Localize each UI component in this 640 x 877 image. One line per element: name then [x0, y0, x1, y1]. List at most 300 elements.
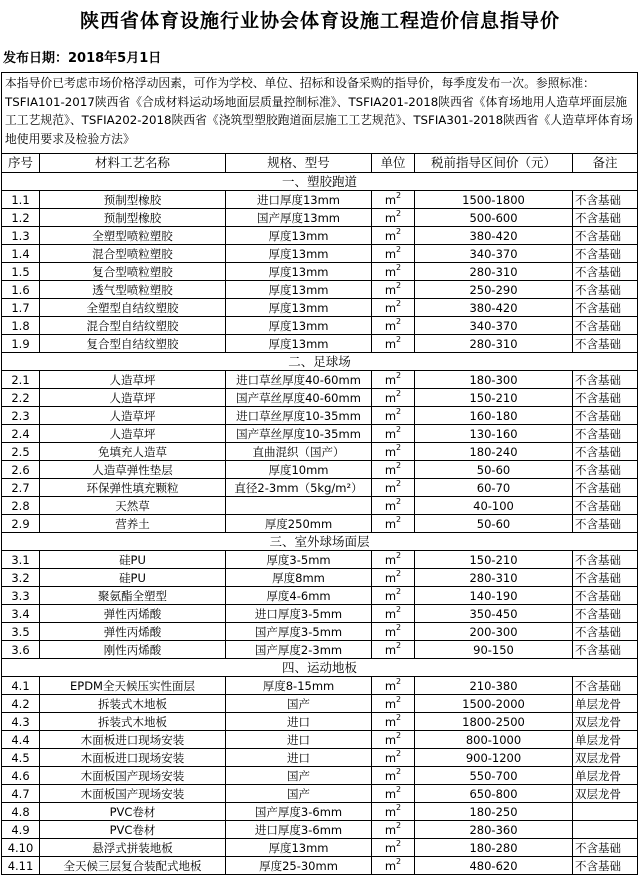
cell-price: 280-310 — [415, 569, 573, 587]
header-unit: 单位 — [372, 154, 415, 173]
unit-superscript: 2 — [396, 838, 402, 848]
cell-no: 1.4 — [2, 245, 40, 263]
cell-name: 人造草坪 — [40, 371, 226, 389]
cell-price: 340-370 — [415, 317, 573, 335]
table-row — [2, 731, 638, 749]
unit-superscript: 2 — [396, 712, 402, 722]
cell-spec: 厚度3-5mm — [226, 551, 372, 569]
cell-unit: $m^2$ — [372, 569, 415, 587]
cell-no: 4.11 — [2, 857, 40, 875]
cell-name: 悬浮式拼装地板 — [40, 839, 226, 857]
table-row — [2, 263, 638, 281]
section-title: 一、塑胶跑道 — [2, 173, 638, 191]
cell-spec: 进口厚度3-6mm — [226, 821, 372, 839]
table-row — [2, 605, 638, 623]
cell-unit: $m^2$ — [372, 749, 415, 767]
cell-note: 不含基础 — [573, 281, 638, 299]
cell-note: 不含基础 — [573, 335, 638, 353]
cell-unit: $m^2$ — [372, 407, 415, 425]
cell-price: 50-60 — [415, 515, 573, 533]
cell-note: 不含基础 — [573, 407, 638, 425]
unit-superscript: 2 — [396, 388, 402, 398]
cell-spec: 国产厚度3-6mm — [226, 803, 372, 821]
section-title: 三、室外球场面层 — [2, 533, 638, 551]
cell-name: 木面板国产现场安装 — [40, 767, 226, 785]
table-row — [2, 749, 638, 767]
cell-spec: 进口 — [226, 749, 372, 767]
cell-note: 不含基础 — [573, 209, 638, 227]
unit-superscript: 2 — [396, 802, 402, 812]
cell-spec: 厚度8mm — [226, 569, 372, 587]
cell-note: 不含基础 — [573, 551, 638, 569]
cell-no: 2.1 — [2, 371, 40, 389]
cell-no: 2.8 — [2, 497, 40, 515]
table-row — [2, 461, 638, 479]
cell-note: 不含基础 — [573, 425, 638, 443]
table-row — [2, 515, 638, 533]
cell-note: 单层龙骨 — [573, 695, 638, 713]
unit-superscript: 2 — [396, 622, 402, 632]
cell-spec: 进口草丝厚度40-60mm — [226, 371, 372, 389]
unit-superscript: 2 — [396, 676, 402, 686]
cell-unit: $m^2$ — [372, 299, 415, 317]
cell-name: 全塑型喷粒塑胶 — [40, 227, 226, 245]
cell-unit: $m^2$ — [372, 263, 415, 281]
cell-note: 不含基础 — [573, 317, 638, 335]
cell-note: 不含基础 — [573, 443, 638, 461]
cell-price: 250-290 — [415, 281, 573, 299]
cell-no: 4.2 — [2, 695, 40, 713]
header-price: 税前指导区间价（元） — [415, 154, 573, 173]
cell-note: 不含基础 — [573, 587, 638, 605]
cell-no: 2.7 — [2, 479, 40, 497]
unit-superscript: 2 — [396, 406, 402, 416]
cell-no: 2.9 — [2, 515, 40, 533]
cell-spec: 厚度13mm — [226, 839, 372, 857]
cell-no: 2.4 — [2, 425, 40, 443]
cell-name: 木面板进口现场安装 — [40, 749, 226, 767]
cell-name: 硅PU — [40, 569, 226, 587]
unit-superscript: 2 — [396, 478, 402, 488]
cell-unit: $m^2$ — [372, 731, 415, 749]
cell-note — [573, 821, 638, 839]
cell-name: 人造草弹性垫层 — [40, 461, 226, 479]
table-row — [2, 425, 638, 443]
cell-spec: 厚度13mm — [226, 281, 372, 299]
cell-name: 全塑型自结纹塑胶 — [40, 299, 226, 317]
unit-superscript: 2 — [396, 190, 402, 200]
cell-spec: 厚度13mm — [226, 335, 372, 353]
unit-superscript: 2 — [396, 586, 402, 596]
cell-price: 150-210 — [415, 551, 573, 569]
cell-name: 混合型自结纹塑胶 — [40, 317, 226, 335]
table-row — [2, 335, 638, 353]
cell-unit: $m^2$ — [372, 227, 415, 245]
cell-name: 人造草坪 — [40, 389, 226, 407]
cell-unit: $m^2$ — [372, 245, 415, 263]
cell-unit: $m^2$ — [372, 461, 415, 479]
cell-price: 380-420 — [415, 227, 573, 245]
cell-no: 1.8 — [2, 317, 40, 335]
unit-superscript: 2 — [396, 820, 402, 830]
unit-superscript: 2 — [396, 442, 402, 452]
unit-superscript: 2 — [396, 370, 402, 380]
cell-name: 刚性丙烯酸 — [40, 641, 226, 659]
cell-unit: $m^2$ — [372, 695, 415, 713]
cell-unit: $m^2$ — [372, 209, 415, 227]
header-spec: 规格、型号 — [226, 154, 372, 173]
cell-unit: $m^2$ — [372, 713, 415, 731]
table-row — [2, 839, 638, 857]
table-row — [2, 821, 638, 839]
cell-no: 3.5 — [2, 623, 40, 641]
unit-superscript: 2 — [396, 496, 402, 506]
unit-superscript: 2 — [396, 424, 402, 434]
table-row — [2, 281, 638, 299]
unit-superscript: 2 — [396, 856, 402, 866]
cell-note: 不含基础 — [573, 569, 638, 587]
cell-price: 1500-1800 — [415, 191, 573, 209]
cell-no: 4.10 — [2, 839, 40, 857]
cell-note: 双层龙骨 — [573, 785, 638, 803]
cell-unit: $m^2$ — [372, 605, 415, 623]
cell-unit: $m^2$ — [372, 587, 415, 605]
cell-price: 50-60 — [415, 461, 573, 479]
cell-no: 4.9 — [2, 821, 40, 839]
section-row — [2, 173, 638, 191]
cell-note: 不含基础 — [573, 497, 638, 515]
table-row — [2, 803, 638, 821]
cell-no: 4.4 — [2, 731, 40, 749]
cell-unit: $m^2$ — [372, 317, 415, 335]
table-row — [2, 623, 638, 641]
cell-unit: $m^2$ — [372, 335, 415, 353]
cell-spec: 进口 — [226, 713, 372, 731]
cell-name: 环保弹性填充颗粒 — [40, 479, 226, 497]
unit-superscript: 2 — [396, 298, 402, 308]
cell-name: 木面板进口现场安装 — [40, 731, 226, 749]
table-row — [2, 587, 638, 605]
unit-superscript: 2 — [396, 316, 402, 326]
cell-price: 280-360 — [415, 821, 573, 839]
cell-no: 2.5 — [2, 443, 40, 461]
cell-unit: $m^2$ — [372, 839, 415, 857]
cell-note: 不含基础 — [573, 389, 638, 407]
cell-spec: 厚度13mm — [226, 227, 372, 245]
cell-unit: $m^2$ — [372, 677, 415, 695]
cell-spec: 国产厚度3-5mm — [226, 623, 372, 641]
cell-spec: 厚度8-15mm — [226, 677, 372, 695]
cell-spec: 国产 — [226, 695, 372, 713]
header-note: 备注 — [573, 154, 638, 173]
cell-no: 3.4 — [2, 605, 40, 623]
cell-unit: $m^2$ — [372, 785, 415, 803]
publish-date: 发布日期：2018年5月1日 — [3, 51, 162, 66]
unit-superscript: 2 — [396, 208, 402, 218]
cell-price: 1500-2000 — [415, 695, 573, 713]
cell-spec: 厚度13mm — [226, 317, 372, 335]
cell-name: 营养土 — [40, 515, 226, 533]
cell-spec: 直径2-3mm（5kg/m²） — [226, 479, 372, 497]
section-title: 四、运动地板 — [2, 659, 638, 677]
table-row — [2, 389, 638, 407]
cell-price: 130-160 — [415, 425, 573, 443]
cell-name: 混合型喷粒塑胶 — [40, 245, 226, 263]
table-row — [2, 371, 638, 389]
cell-name: 预制型橡胶 — [40, 191, 226, 209]
cell-name: 人造草坪 — [40, 407, 226, 425]
cell-name: EPDM全天候压实性面层 — [40, 677, 226, 695]
cell-note: 双层龙骨 — [573, 749, 638, 767]
cell-name: 拆装式木地板 — [40, 695, 226, 713]
cell-spec: 厚度4-6mm — [226, 587, 372, 605]
cell-unit: $m^2$ — [372, 389, 415, 407]
table-row — [2, 317, 638, 335]
cell-unit: $m^2$ — [372, 443, 415, 461]
cell-spec: 国产厚度13mm — [226, 209, 372, 227]
header-no: 序号 — [2, 154, 40, 173]
unit-superscript: 2 — [396, 514, 402, 524]
cell-price: 180-250 — [415, 803, 573, 821]
cell-spec: 进口厚度3-5mm — [226, 605, 372, 623]
unit-superscript: 2 — [396, 550, 402, 560]
cell-spec: 国产 — [226, 767, 372, 785]
cell-spec: 直曲混织（国产） — [226, 443, 372, 461]
cell-unit: $m^2$ — [372, 191, 415, 209]
cell-name: 木面板国产现场安装 — [40, 785, 226, 803]
header-row — [2, 154, 638, 173]
cell-no: 4.8 — [2, 803, 40, 821]
cell-price: 180-280 — [415, 839, 573, 857]
cell-price: 650-800 — [415, 785, 573, 803]
price-table — [1, 72, 638, 875]
cell-note: 不含基础 — [573, 263, 638, 281]
cell-no: 1.5 — [2, 263, 40, 281]
cell-price: 140-190 — [415, 587, 573, 605]
cell-no: 4.6 — [2, 767, 40, 785]
cell-price: 40-100 — [415, 497, 573, 515]
table-row — [2, 443, 638, 461]
cell-spec: 厚度13mm — [226, 299, 372, 317]
cell-note: 不含基础 — [573, 479, 638, 497]
cell-spec: 厚度25-30mm — [226, 857, 372, 875]
cell-name: 聚氨酯全塑型 — [40, 587, 226, 605]
cell-no: 4.1 — [2, 677, 40, 695]
cell-note: 双层龙骨 — [573, 713, 638, 731]
cell-price: 800-1000 — [415, 731, 573, 749]
cell-unit: $m^2$ — [372, 497, 415, 515]
cell-name: 全天候三层复合装配式地板 — [40, 857, 226, 875]
cell-no: 2.6 — [2, 461, 40, 479]
cell-note: 不含基础 — [573, 371, 638, 389]
cell-spec: 进口厚度13mm — [226, 191, 372, 209]
cell-name: PVC卷材 — [40, 821, 226, 839]
cell-unit: $m^2$ — [372, 479, 415, 497]
unit-superscript: 2 — [396, 766, 402, 776]
cell-note: 不含基础 — [573, 299, 638, 317]
section-title: 二、足球场 — [2, 353, 638, 371]
unit-superscript: 2 — [396, 694, 402, 704]
table-row — [2, 857, 638, 875]
table-row — [2, 677, 638, 695]
cell-spec: 国产 — [226, 785, 372, 803]
unit-superscript: 2 — [396, 604, 402, 614]
cell-no: 3.6 — [2, 641, 40, 659]
cell-price: 280-310 — [415, 263, 573, 281]
unit-superscript: 2 — [396, 640, 402, 650]
table-row — [2, 407, 638, 425]
cell-name: 透气型喷粒塑胶 — [40, 281, 226, 299]
cell-note: 不含基础 — [573, 515, 638, 533]
cell-no: 1.2 — [2, 209, 40, 227]
cell-unit: $m^2$ — [372, 821, 415, 839]
price-table-body — [2, 73, 638, 875]
cell-no: 2.3 — [2, 407, 40, 425]
cell-price: 380-420 — [415, 299, 573, 317]
cell-name: 弹性丙烯酸 — [40, 623, 226, 641]
cell-unit: $m^2$ — [372, 551, 415, 569]
cell-spec: 厚度13mm — [226, 245, 372, 263]
section-row — [2, 353, 638, 371]
cell-no: 2.2 — [2, 389, 40, 407]
cell-spec: 国产草丝厚度10-35mm — [226, 425, 372, 443]
section-row — [2, 659, 638, 677]
page-title: 陕西省体育设施行业协会体育设施工程造价信息指导价 — [79, 10, 560, 32]
cell-name: 弹性丙烯酸 — [40, 605, 226, 623]
table-row — [2, 551, 638, 569]
cell-no: 1.3 — [2, 227, 40, 245]
intro-text: 本指导价已考虑市场价格浮动因素，可作为学校、单位、招标和设备采购的指导价，每季度发布一次。参照标准：TSFIA101-2017陕西省《合成材料运动场地面层质量控制标准》、TSFIA201-2018陕西省《体育场地用人造草坪面层施工工艺规范》、TSFIA202-2018陕西省《浇筑型塑胶跑道面层施工工艺规范》、TSFIA301-2018陕西省《人造草坪体育场地使用要求及检验方法》 — [2, 73, 638, 154]
cell-price: 280-310 — [415, 335, 573, 353]
cell-price: 90-150 — [415, 641, 573, 659]
cell-price: 180-240 — [415, 443, 573, 461]
cell-name: PVC卷材 — [40, 803, 226, 821]
intro-row — [2, 73, 638, 154]
unit-superscript: 2 — [396, 244, 402, 254]
cell-note: 单层龙骨 — [573, 767, 638, 785]
unit-superscript: 2 — [396, 730, 402, 740]
cell-spec: 国产草丝厚度40-60mm — [226, 389, 372, 407]
cell-note: 不含基础 — [573, 191, 638, 209]
cell-name: 复合型自结纹塑胶 — [40, 335, 226, 353]
cell-price: 1800-2500 — [415, 713, 573, 731]
section-row — [2, 533, 638, 551]
cell-name: 复合型喷粒塑胶 — [40, 263, 226, 281]
cell-price: 900-1200 — [415, 749, 573, 767]
cell-note: 不含基础 — [573, 461, 638, 479]
cell-price: 150-210 — [415, 389, 573, 407]
table-row — [2, 209, 638, 227]
cell-unit: $m^2$ — [372, 767, 415, 785]
cell-price: 350-450 — [415, 605, 573, 623]
table-row — [2, 695, 638, 713]
table-row — [2, 245, 638, 263]
cell-price: 340-370 — [415, 245, 573, 263]
unit-superscript: 2 — [396, 748, 402, 758]
cell-spec: 厚度10mm — [226, 461, 372, 479]
cell-name: 天然草 — [40, 497, 226, 515]
table-row — [2, 497, 638, 515]
cell-unit: $m^2$ — [372, 515, 415, 533]
cell-no: 3.3 — [2, 587, 40, 605]
unit-superscript: 2 — [396, 568, 402, 578]
cell-no: 3.1 — [2, 551, 40, 569]
cell-spec: 厚度13mm — [226, 263, 372, 281]
cell-spec: 进口草丝厚度10-35mm — [226, 407, 372, 425]
cell-price: 550-700 — [415, 767, 573, 785]
cell-name: 免填充人造草 — [40, 443, 226, 461]
cell-price: 200-300 — [415, 623, 573, 641]
table-row — [2, 299, 638, 317]
cell-note: 单层龙骨 — [573, 731, 638, 749]
table-row — [2, 641, 638, 659]
cell-spec: 进口 — [226, 731, 372, 749]
table-row — [2, 227, 638, 245]
table-row — [2, 191, 638, 209]
cell-note: 不含基础 — [573, 839, 638, 857]
cell-note: 不含基础 — [573, 641, 638, 659]
header-name: 材料工艺名称 — [40, 154, 226, 173]
cell-price: 480-620 — [415, 857, 573, 875]
unit-superscript: 2 — [396, 226, 402, 236]
cell-unit: $m^2$ — [372, 425, 415, 443]
unit-superscript: 2 — [396, 784, 402, 794]
cell-spec: 厚度250mm — [226, 515, 372, 533]
cell-unit: $m^2$ — [372, 281, 415, 299]
cell-spec: 国产厚度2-3mm — [226, 641, 372, 659]
table-row — [2, 713, 638, 731]
cell-unit: $m^2$ — [372, 371, 415, 389]
cell-note — [573, 803, 638, 821]
cell-no: 4.5 — [2, 749, 40, 767]
table-row — [2, 569, 638, 587]
cell-no: 1.6 — [2, 281, 40, 299]
cell-note: 不含基础 — [573, 677, 638, 695]
cell-unit: $m^2$ — [372, 641, 415, 659]
cell-price: 210-380 — [415, 677, 573, 695]
cell-price: 500-600 — [415, 209, 573, 227]
table-row — [2, 785, 638, 803]
cell-no: 3.2 — [2, 569, 40, 587]
cell-name: 硅PU — [40, 551, 226, 569]
cell-note: 不含基础 — [573, 623, 638, 641]
unit-superscript: 2 — [396, 334, 402, 344]
cell-no: 4.3 — [2, 713, 40, 731]
table-row — [2, 479, 638, 497]
cell-unit: $m^2$ — [372, 857, 415, 875]
cell-no: 1.7 — [2, 299, 40, 317]
unit-superscript: 2 — [396, 460, 402, 470]
cell-price: 160-180 — [415, 407, 573, 425]
cell-name: 人造草坪 — [40, 425, 226, 443]
unit-superscript: 2 — [396, 280, 402, 290]
cell-no: 1.9 — [2, 335, 40, 353]
cell-no: 4.7 — [2, 785, 40, 803]
unit-superscript: 2 — [396, 262, 402, 272]
cell-price: 180-300 — [415, 371, 573, 389]
cell-unit: $m^2$ — [372, 623, 415, 641]
table-row — [2, 767, 638, 785]
cell-name: 拆装式木地板 — [40, 713, 226, 731]
cell-price: 60-70 — [415, 479, 573, 497]
cell-note: 不含基础 — [573, 857, 638, 875]
cell-note: 不含基础 — [573, 227, 638, 245]
cell-note: 不含基础 — [573, 245, 638, 263]
cell-spec — [226, 497, 372, 515]
cell-unit: $m^2$ — [372, 803, 415, 821]
cell-no: 1.1 — [2, 191, 40, 209]
cell-note: 不含基础 — [573, 605, 638, 623]
